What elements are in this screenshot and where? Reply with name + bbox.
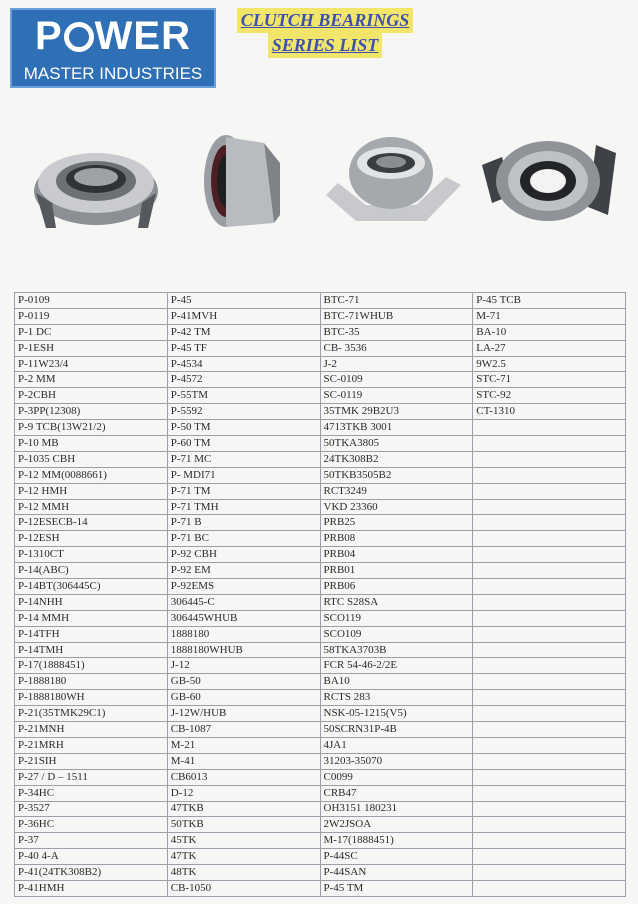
table-cell: P-12 MMH	[15, 499, 168, 515]
table-cell: FCR 54-46-2/2E	[320, 658, 473, 674]
table-cell: PRB01	[320, 563, 473, 579]
table-cell: P-36HC	[15, 817, 168, 833]
table-cell: P-50 TM	[167, 420, 320, 436]
table-cell: 1888180WHUB	[167, 642, 320, 658]
title-line-2: SERIES LIST	[268, 33, 383, 58]
table-row	[15, 388, 626, 404]
page-title	[225, 8, 425, 58]
table-cell: P-1888180	[15, 674, 168, 690]
table-cell: P-17(1888451)	[15, 658, 168, 674]
table-cell: BA-10	[473, 324, 626, 340]
table-cell: P-34HC	[15, 785, 168, 801]
table-cell: P-1888180WH	[15, 690, 168, 706]
table-cell	[473, 785, 626, 801]
table-cell: CB- 3536	[320, 340, 473, 356]
table-cell: P-71 MC	[167, 451, 320, 467]
table-cell: P-1 DC	[15, 324, 168, 340]
table-cell: P-71 B	[167, 515, 320, 531]
table-row	[15, 880, 626, 896]
table-cell: J-12W/HUB	[167, 706, 320, 722]
table-cell: P-4572	[167, 372, 320, 388]
table-row	[15, 737, 626, 753]
table-cell	[473, 642, 626, 658]
table-row	[15, 579, 626, 595]
table-row	[15, 324, 626, 340]
table-cell: P-42 TM	[167, 324, 320, 340]
table-cell	[473, 499, 626, 515]
table-cell	[473, 865, 626, 881]
table-row	[15, 690, 626, 706]
table-cell: D-12	[167, 785, 320, 801]
table-cell: P-1310CT	[15, 547, 168, 563]
table-cell: P-2CBH	[15, 388, 168, 404]
table-cell: P-14BT(306445C)	[15, 579, 168, 595]
table-cell: P-21(35TMK29C1)	[15, 706, 168, 722]
table-cell: PRB25	[320, 515, 473, 531]
table-cell: SCO119	[320, 610, 473, 626]
table-cell: BTC-35	[320, 324, 473, 340]
table-cell: STC-92	[473, 388, 626, 404]
table-cell: C0099	[320, 769, 473, 785]
table-cell: J-12	[167, 658, 320, 674]
table-cell	[473, 880, 626, 896]
table-cell: M-41	[167, 753, 320, 769]
table-row	[15, 404, 626, 420]
table-row	[15, 356, 626, 372]
table-cell	[473, 467, 626, 483]
table-row	[15, 515, 626, 531]
table-cell: P-10 MB	[15, 436, 168, 452]
table-cell	[473, 737, 626, 753]
table-cell: P-92 EM	[167, 563, 320, 579]
table-cell: 9W2.5	[473, 356, 626, 372]
table-cell: PRB04	[320, 547, 473, 563]
table-cell: RCTS 283	[320, 690, 473, 706]
table-cell: P-14(ABC)	[15, 563, 168, 579]
table-cell: P-21MRH	[15, 737, 168, 753]
table-row	[15, 817, 626, 833]
table-cell: M-21	[167, 737, 320, 753]
table-cell: P-2 MM	[15, 372, 168, 388]
table-cell: LA-27	[473, 340, 626, 356]
table-cell: PRB06	[320, 579, 473, 595]
table-cell	[473, 531, 626, 547]
table-cell: BTC-71WHUB	[320, 308, 473, 324]
table-cell: CB6013	[167, 769, 320, 785]
table-row	[15, 340, 626, 356]
table-cell: 47TK	[167, 849, 320, 865]
table-cell: 306445WHUB	[167, 610, 320, 626]
table-cell: P-45	[167, 293, 320, 309]
logo-subtitle: MASTER INDUSTRIES	[23, 64, 203, 83]
table-cell: P-11W23/4	[15, 356, 168, 372]
table-row	[15, 610, 626, 626]
series-table-body	[15, 293, 626, 897]
table-cell: 48TK	[167, 865, 320, 881]
logo-wordmark	[12, 14, 214, 59]
table-cell: 45TK	[167, 833, 320, 849]
table-cell: P-14TFH	[15, 626, 168, 642]
table-cell: P-1ESH	[15, 340, 168, 356]
table-cell: BA10	[320, 674, 473, 690]
table-cell: 4713TKB 3001	[320, 420, 473, 436]
table-row	[15, 769, 626, 785]
table-row	[15, 753, 626, 769]
table-cell: CB-1087	[167, 722, 320, 738]
table-row	[15, 308, 626, 324]
table-cell: P-92 CBH	[167, 547, 320, 563]
table-cell: P-0109	[15, 293, 168, 309]
table-row	[15, 626, 626, 642]
table-row	[15, 642, 626, 658]
table-cell	[473, 610, 626, 626]
clutch-bearing-3-image	[316, 125, 466, 235]
table-cell: P-71 TMH	[167, 499, 320, 515]
table-row	[15, 785, 626, 801]
table-cell	[473, 594, 626, 610]
table-cell: P-40 4-A	[15, 849, 168, 865]
table-cell: P-45 TF	[167, 340, 320, 356]
table-row	[15, 451, 626, 467]
table-row	[15, 372, 626, 388]
table-cell: P-12ESECB-14	[15, 515, 168, 531]
clutch-bearing-2-image	[196, 123, 286, 238]
table-cell	[473, 817, 626, 833]
clutch-bearing-4-image	[476, 125, 626, 235]
table-cell	[473, 833, 626, 849]
table-cell	[473, 547, 626, 563]
table-cell: PRB08	[320, 531, 473, 547]
table-row	[15, 833, 626, 849]
gear-icon	[64, 22, 94, 52]
table-cell: P-71 TM	[167, 483, 320, 499]
table-cell: M-71	[473, 308, 626, 324]
table-cell: CRB47	[320, 785, 473, 801]
table-cell: P-92EMS	[167, 579, 320, 595]
table-cell: 47TKB	[167, 801, 320, 817]
table-cell: GB-50	[167, 674, 320, 690]
table-cell: P-37	[15, 833, 168, 849]
table-cell: 58TKA3703B	[320, 642, 473, 658]
table-cell: CB-1050	[167, 880, 320, 896]
table-row	[15, 467, 626, 483]
table-cell: RCT3249	[320, 483, 473, 499]
table-cell: P- MDI71	[167, 467, 320, 483]
table-cell: GB-60	[167, 690, 320, 706]
table-cell: P-5592	[167, 404, 320, 420]
table-cell: OH3151 180231	[320, 801, 473, 817]
table-cell	[473, 515, 626, 531]
table-cell: P-44SAN	[320, 865, 473, 881]
table-row	[15, 293, 626, 309]
table-cell	[473, 563, 626, 579]
table-cell	[473, 690, 626, 706]
table-cell: STC-71	[473, 372, 626, 388]
table-cell: CT-1310	[473, 404, 626, 420]
table-cell: 306445-C	[167, 594, 320, 610]
table-cell: SC-0119	[320, 388, 473, 404]
table-row	[15, 674, 626, 690]
table-cell: P-71 BC	[167, 531, 320, 547]
table-cell: P-12ESH	[15, 531, 168, 547]
table-cell: 50SCRN31P-4B	[320, 722, 473, 738]
table-cell: 50TKB	[167, 817, 320, 833]
table-cell: SCO109	[320, 626, 473, 642]
table-cell: P-45 TCB	[473, 293, 626, 309]
table-cell: BTC-71	[320, 293, 473, 309]
table-cell: P-27 / D – 1511	[15, 769, 168, 785]
table-row	[15, 499, 626, 515]
table-cell: P-21SIH	[15, 753, 168, 769]
table-row	[15, 436, 626, 452]
table-cell: P-41(24TK308B2)	[15, 865, 168, 881]
table-cell: 24TK308B2	[320, 451, 473, 467]
table-cell: 31203-35070	[320, 753, 473, 769]
table-cell: 4JA1	[320, 737, 473, 753]
table-row	[15, 849, 626, 865]
table-row	[15, 420, 626, 436]
table-cell: P-0119	[15, 308, 168, 324]
table-cell: P-12 HMH	[15, 483, 168, 499]
brand-logo	[10, 8, 216, 88]
table-cell	[473, 579, 626, 595]
table-cell: P-45 TM	[320, 880, 473, 896]
table-cell	[473, 753, 626, 769]
table-cell: J-2	[320, 356, 473, 372]
table-row	[15, 483, 626, 499]
table-cell: P-21MNH	[15, 722, 168, 738]
logo-letter: P	[34, 14, 63, 58]
table-row	[15, 865, 626, 881]
table-cell	[473, 801, 626, 817]
table-cell	[473, 420, 626, 436]
table-cell: NSK-05-1215(V5)	[320, 706, 473, 722]
table-cell: P-3PP(12308)	[15, 404, 168, 420]
table-cell: VKD 23360	[320, 499, 473, 515]
table-cell: M-17(1888451)	[320, 833, 473, 849]
table-cell: RTC S28SA	[320, 594, 473, 610]
table-cell	[473, 706, 626, 722]
table-cell: P-9 TCB(13W21/2)	[15, 420, 168, 436]
table-cell: P-12 MM(0088661)	[15, 467, 168, 483]
table-cell: P-55TM	[167, 388, 320, 404]
title-line-1: CLUTCH BEARINGS	[237, 8, 414, 33]
table-cell: P-14NHH	[15, 594, 168, 610]
logo-letters: WER	[94, 14, 191, 58]
table-cell: P-4534	[167, 356, 320, 372]
table-cell	[473, 658, 626, 674]
table-cell: P-14TMH	[15, 642, 168, 658]
table-cell	[473, 722, 626, 738]
table-row	[15, 801, 626, 817]
table-cell: 50TKA3805	[320, 436, 473, 452]
table-cell: P-44SC	[320, 849, 473, 865]
table-row	[15, 563, 626, 579]
table-cell: P-41MVH	[167, 308, 320, 324]
series-table	[14, 292, 626, 897]
table-row	[15, 722, 626, 738]
table-cell: P-14 MMH	[15, 610, 168, 626]
table-cell	[473, 769, 626, 785]
table-row	[15, 531, 626, 547]
table-cell: P-1035 CBH	[15, 451, 168, 467]
table-cell	[473, 451, 626, 467]
table-row	[15, 547, 626, 563]
table-cell	[473, 483, 626, 499]
table-cell: P-3527	[15, 801, 168, 817]
table-cell	[473, 849, 626, 865]
table-cell	[473, 674, 626, 690]
table-row	[15, 706, 626, 722]
table-row	[15, 658, 626, 674]
table-cell: 50TKB3505B2	[320, 467, 473, 483]
table-cell	[473, 436, 626, 452]
table-cell: P-41HMH	[15, 880, 168, 896]
clutch-bearing-1-image	[24, 133, 174, 243]
table-row	[15, 594, 626, 610]
table-cell: 2W2JSOA	[320, 817, 473, 833]
table-cell	[473, 626, 626, 642]
table-cell: 1888180	[167, 626, 320, 642]
table-cell: 35TMK 29B2U3	[320, 404, 473, 420]
table-cell: SC-0109	[320, 372, 473, 388]
product-photos	[0, 115, 638, 250]
table-cell: P-60 TM	[167, 436, 320, 452]
